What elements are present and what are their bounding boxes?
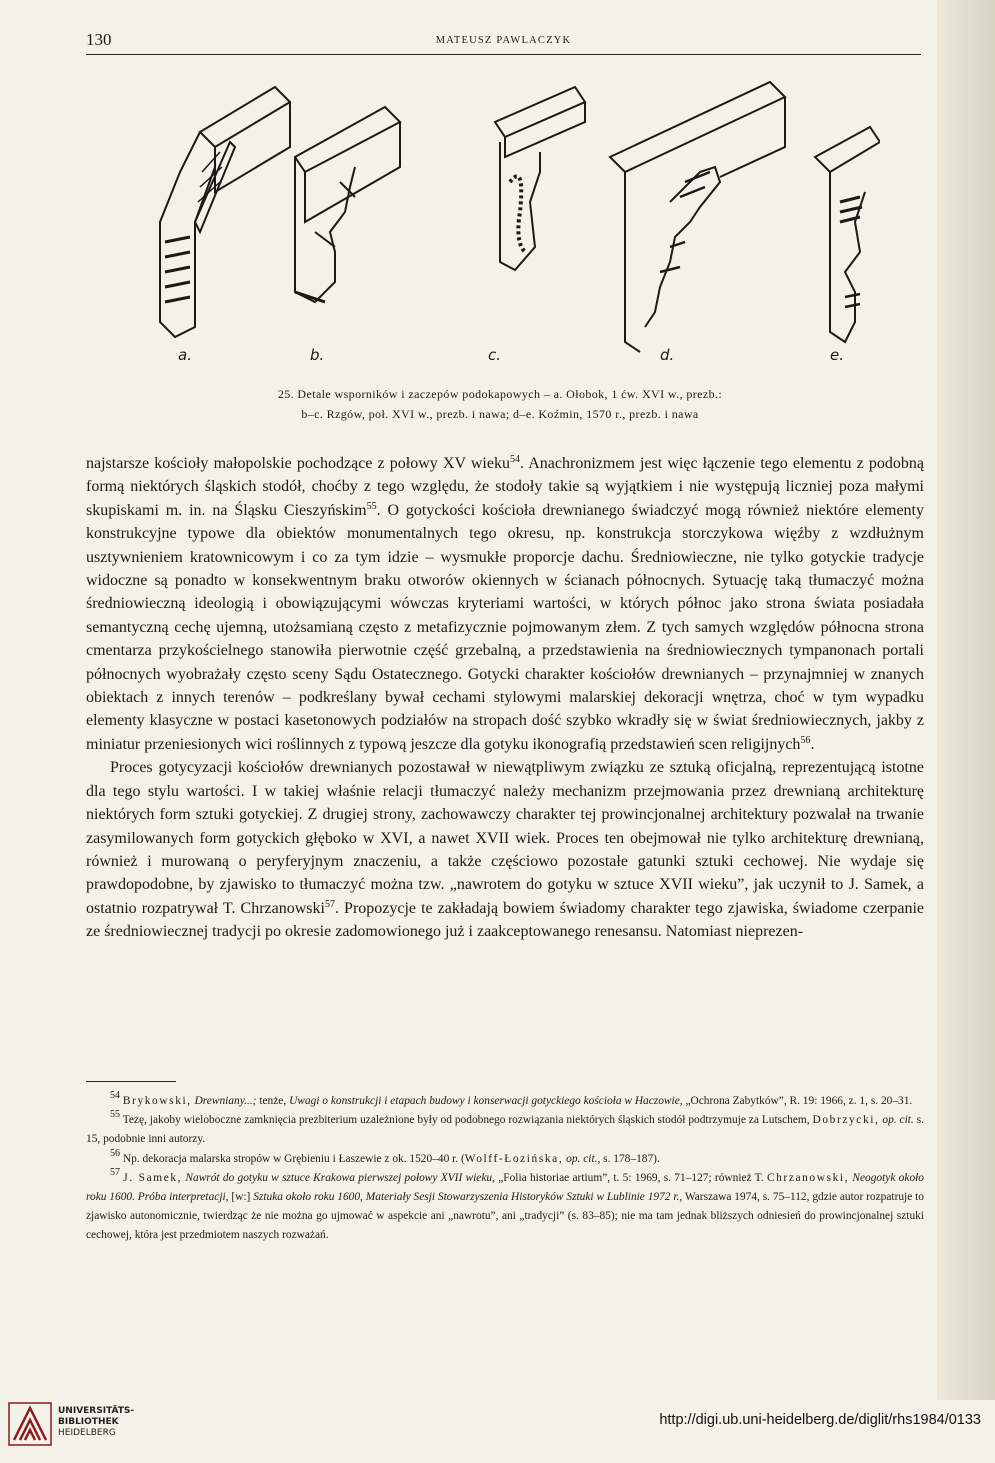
- footnote-56: $^{56}$ Np. dekoracja malarska stropów w Grębieniu i Łaszewie z ok. 1520–40 r. (Wolff-Łozińska, op. cit., s. 178–187).: [110, 1147, 660, 1165]
- figure-label-c: c.: [488, 346, 502, 364]
- page-number: 130: [86, 30, 112, 49]
- bracket-drawings: [140, 72, 880, 382]
- page-edge-shadow: [937, 0, 995, 1400]
- bracket-d-drawing: [610, 82, 785, 352]
- figure-label-e: e.: [830, 346, 844, 364]
- running-title: MATEUSZ PAWLACZYK: [435, 35, 572, 46]
- caption-line-2: b–c. Rzgów, poł. XVI w., prezb. i nawa; d–e. Koźmin, 1570 r., prezb. i nawa: [301, 407, 699, 421]
- bracket-a-drawing: [160, 87, 290, 337]
- library-logo-icon: [8, 1402, 52, 1446]
- figure-brackets: [140, 72, 880, 382]
- figure-label-a: a.: [178, 346, 192, 364]
- figure-label-d: d.: [660, 346, 675, 364]
- footnote-ref-55[interactable]: 55: [366, 500, 377, 512]
- figure-label-b: b.: [310, 346, 325, 364]
- paragraph-2: Proces gotycyzacji kościołów drewnianych pozostawał w niewątpliwym związku ze sztuką oficjalną, reprezentującą istotne dla tego stylu wartości. I w takiej właśnie relacji tłumaczyć należy mechanizm przejmowania przez drewnianą architekturę niektórych form sztuki gotyckiej. Z drugiej strony, zachowawczy charakter tej prowincjonalnej architektury pozwalał na trwanie zasymilowanych form gotyckich głęboko w XVI, a nawet XVII wiek. Proces ten obejmował nie tylko architekturę drewnianą, również i murowaną o peryferyjnym znaczeniu, a także częściowo pozostałe gatunki sztuki cechowej. Nie wydaje się prawdopodobne, by zjawisko to tłumaczyć można tzw. „nawrotem do gotyku w sztuce XVII wieku”, jak uczynił to J. Samek, a ostatnio rozpatrywał T. Chrzanowski$^{57}$. Propozycje te zakładają bowiem świadomy charakter tego zjawiska, świadome czerpanie ze średniowiecznej tradycji po okresie zadomowionego już i zaakceptowanego renesansu. Natomiast nieprezen-: [86, 759, 925, 941]
- footnote-57: $^{57}$ J. Samek, Nawrót do gotyku w sztuce Krakowa pierwszej połowy XVII wieku, „Folia historiae artium”, t. 5: 1969, s. 71–127; również T. Chrzanowski, Neogotyk około roku 1600. Próba interpretacji, [w:] Sztuka około roku 1600, Materiały Sesji Stowarzyszenia Historyków Sztuki w Lublinie 1972 r., Warszawa 1974, s. 75–112, gdzie autor rozpatruje to zjawisko autonomicznie, twierdząc że nie można go ujmować w aspekcie ani „nawrotu”, ani „tradycji” (s. 83–85); nie ma tam jednak bliższych odniesień do prowincjonalnej sztuki cechowej, która jest przedmiotem naszych rozważań.: [86, 1166, 924, 1242]
- footnote-ref-54[interactable]: 54: [509, 454, 520, 465]
- footnote-55: $^{55}$ Tezę, jakoby wieloboczne zamknięcia prezbiterium uzależnione były od podobnego rozwiązania niektórych śląskich stodół podtrzymuje za Lutschem, Dobrzycki, op. cit. s. 15, podobnie inni autorzy.: [86, 1109, 924, 1146]
- page-footer: [0, 1398, 995, 1463]
- body-text: [86, 452, 924, 944]
- footnote-divider: [86, 1081, 176, 1082]
- paragraph-1: najstarsze kościoły małopolskie pochodzące z połowy XV wieku$^{54}$. Anachronizmem jest więc łączenie tego elementu z podobną formą niektórych śląskich stodół, choćby z tego względu, że stodoły takie są wyjątkiem i nie występują liczniej poza małymi skupiskami m. in. na Śląsku Cieszyńskim$^{55}$. O gotyckości kościoła drewnianego świadczyć mogą również niektóre elementy konstrukcyjne typowe dla obiektów monumentalnych tego okresu, np. konstrukcja storczykowa więźby z wzdłużnym usztywnieniem kratownicowym i co za tym idzie – wysmukłe proporcje dachu. Średniowieczne, nie tylko gotyckie tradycje widoczne są ponadto w konsekwentnym braku otworów okiennych w ścianach północnych. Sytuację taką tłumaczyć można średniowieczną ideologią i obowiązującymi wówczas kryteriami wartości, w których północ jako strona świata posiadała semantyczną cechę ujemną, utożsamianą często z metafizycznie pojmowanym złem. Z tych samych względów północna strona cmentarza przykościelnego stanowiła pierwotnie część grzebalną, a przedstawienia na średniowiecznych tympanonach portali północnych wyobrażały często sceny Sądu Ostatecznego. Gotycki charakter kościołów drewnianych – przynajmniej w znanych obiektach z innych terenów – podkreślany bywał cechami stylowymi malarskiej dekoracji wnętrza, choć w tym wypadku elementy klasyczne w postaci kasetonowych podziałów na stropach dość szybko wkradły się w świat średniowiecznych, jakby z miniatur przeniesionych wici roślinnych z typową jeszcze dla gotyku ikonografią przedstawień scen religijnych$^{56}$.: [86, 454, 925, 753]
- footnote-ref-57[interactable]: 57: [324, 898, 335, 910]
- source-url-link[interactable]: http://digi.ub.uni-heidelberg.de/diglit/rhs1984/0133: [659, 1412, 981, 1428]
- bracket-e-drawing: [815, 127, 880, 342]
- bracket-c-drawing: [495, 87, 585, 270]
- caption-line-1: 25. Detale wsporników i zaczepów podokapowych – a. Ołobok, 1 ćw. XVI w., prezb.:: [277, 387, 723, 401]
- footnote-ref-56[interactable]: 56: [800, 734, 811, 746]
- figure-caption: [150, 384, 850, 424]
- library-name: UNIVERSITÄTS- BIBLIOTHEK HEIDELBERG: [58, 1406, 135, 1438]
- bracket-b-drawing: [295, 107, 400, 302]
- footnote-54: $^{54}$ Brykowski, Drewniany...; tenże, Uwagi o konstrukcji i etapach budowy i konserwacji gotyckiego kościoła w Haczowie, „Ochrona Zabytków”, R. 19: 1966, z. 1, s. 20–31.: [110, 1090, 913, 1107]
- page-header: [86, 28, 921, 55]
- footnotes: [86, 1092, 924, 1246]
